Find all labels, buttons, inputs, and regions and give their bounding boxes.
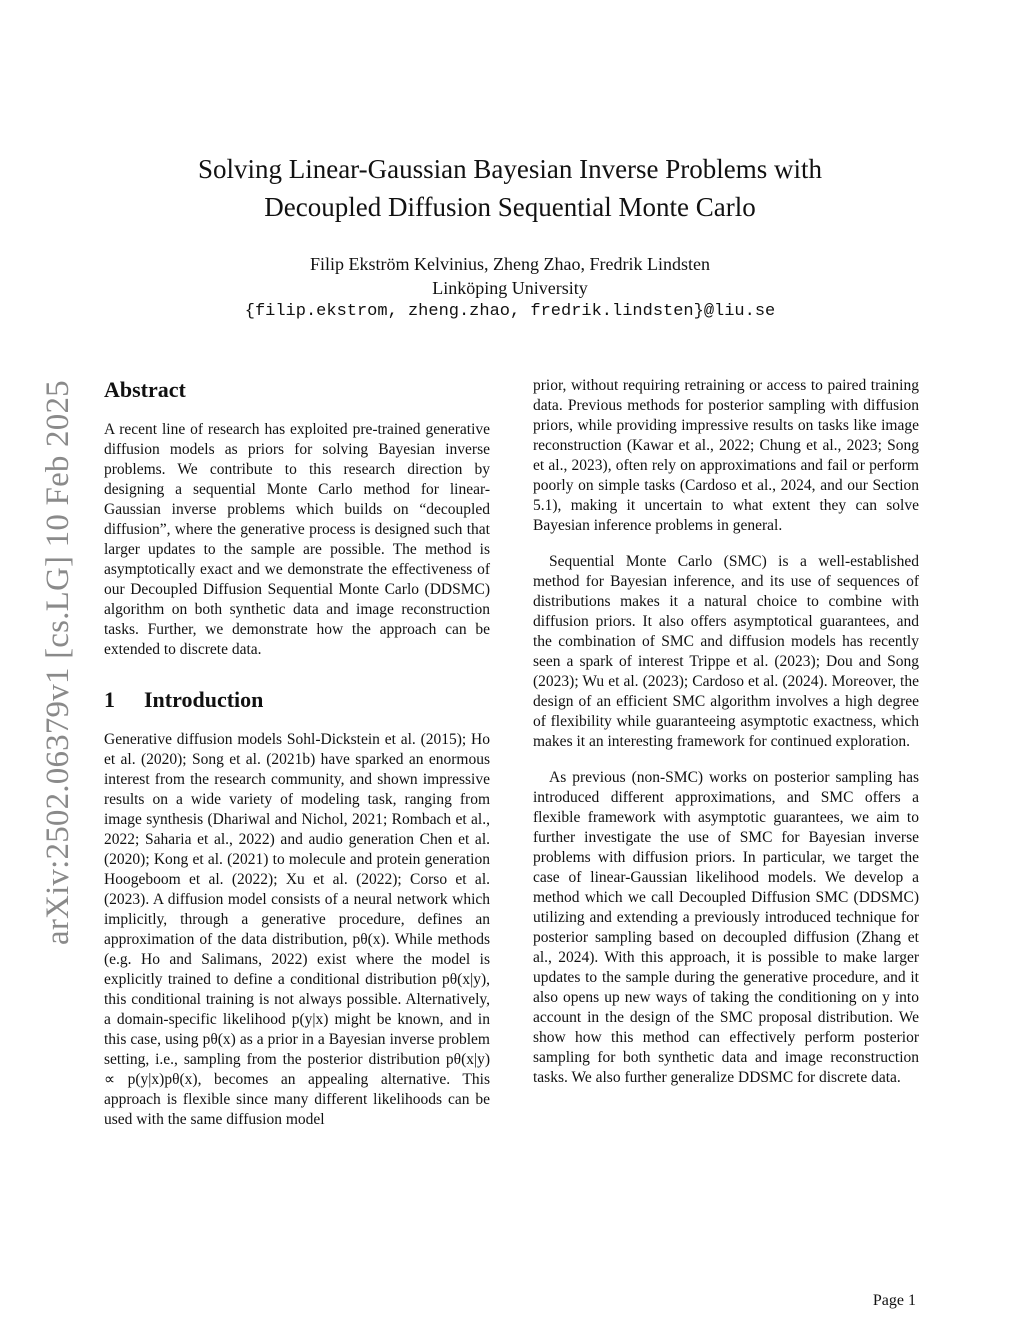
abstract-text: A recent line of research has exploited pre-trained generative diffusion models as priors for solving Bayesian inverse problems. We contribute to this research direction by designing a sequential Monte Carlo method for linear-Gaussian inverse problems which builds on “decoupled diffusion”, where the generative process is designed such that larger updates to the sample are possible. The method is asymptotically exact and we demonstrate the effectiveness of our Decoupled Diffusion Sequential Monte Carlo (DDSMC) algorithm on both synthetic data and image reconstruction tasks. Further, we demonstrate how the approach can be extended to discrete data. — [104, 421, 490, 658]
section-number: 1 — [104, 687, 115, 712]
author-block — [100, 252, 920, 324]
author-names: Filip Ekström Kelvinius, Zheng Zhao, Fredrik Lindsten — [310, 254, 710, 274]
intro-paragraph-3: As previous (non-SMC) works on posterior sampling has introduced different approximations, and SMC offers a flexible framework with asymptotic guarantees, we aim to further investigate the use of SMC for Bayesian inverse problems with diffusion priors. In particular, we target the case of linear-Gaussian likelihood models. We develop a method which we call Decoupled Diffusion SMC (DDSMC) utilizing and extending a previously introduced technique for posterior sampling based on decoupled diffusion (Zhang et al., 2024). With this approach, it is possible to make larger updates to the sample during the generative procedure, and it also opens up new ways of taking the conditioning on y into account in the design of the SMC proposal distribution. We show how this method can effectively perform posterior sampling for both synthetic data and image reconstruction tasks. We also further generalize DDSMC for discrete data. — [533, 769, 919, 1086]
section-title: Introduction — [144, 687, 264, 712]
title-line-1: Solving Linear-Gaussian Bayesian Inverse Problems with — [197, 154, 823, 184]
abstract-heading: Abstract — [104, 377, 186, 402]
affiliation: Linköping University — [432, 278, 588, 298]
paper-title — [100, 150, 920, 226]
section-heading-introduction — [104, 686, 490, 714]
intro-paragraph-2: Sequential Monte Carlo (SMC) is a well-established method for Bayesian inference, and its use of sequences of distributions makes it a natural choice to combine with diffusion priors. It also offers asymptotical guarantees, and the combination of SMC and diffusion models has recently seen a spark of interest Trippe et al. (2023); Dou and Song (2023); Wu et al. (2023); Cardoso et al. (2024). Moreover, the design of an efficient SMC algorithm involves a high degree of flexibility while guaranteeing asymptotic exactness, which makes it an interesting framework for continued exploration. — [533, 553, 919, 750]
author-emails: {filip.ekstrom, zheng.zhao, fredrik.lindsten}@liu.se — [244, 302, 776, 321]
right-column — [533, 376, 919, 1088]
intro-paragraph-1-continued: prior, without requiring retraining or access to paired training data. Previous methods for posterior sampling with diffusion priors, while providing impressive results on tasks like image reconstruction (Kawar et al., 2022; Chung et al., 2023; Song et al., 2023), often rely on approximations and fail or perform poorly on simple tasks (Cardoso et al., 2024, and our Section 5.1), making it uncertain to what extent they can solve Bayesian inference problems in general. — [533, 377, 919, 534]
title-line-2: Decoupled Diffusion Sequential Monte Carlo — [264, 192, 756, 222]
arxiv-identifier: arXiv:2502.06379v1 [cs.LG] 10 Feb 2025 — [40, 380, 76, 945]
left-column — [104, 376, 490, 1130]
intro-paragraph-1: Generative diffusion models Sohl-Dickstein et al. (2015); Ho et al. (2020); Song et al. (2021b) have sparked an enormous interest from the research community, and shown impressive results on a wide variety of modeling task, ranging from image synthesis (Dhariwal and Nichol, 2021; Rombach et al., 2022; Saharia et al., 2022) and audio generation Chen et al. (2020); Kong et al. (2021) to molecule and protein generation Hoogeboom et al. (2022); Xu et al. (2022); Corso et al. (2023). A diffusion model consists of a neural network which implicitly, through a generative procedure, defines an approximation of the data distribution, pθ(x). While methods (e.g. Ho and Salimans, 2022) exist where the model is explicitly trained to define a conditional distribution pθ(x|y), this conditional training is not always possible. Alternatively, a domain-specific likelihood p(y|x) might be known, and in this case, using pθ(x) as a prior in a Bayesian inverse problem setting, i.e., sampling from the posterior distribution pθ(x|y) ∝ p(y|x)pθ(x), becomes an appealing alternative. This approach is flexible since many different likelihoods can be used with the same diffusion model — [104, 731, 490, 1128]
page-number: Page 1 — [872, 1292, 916, 1309]
